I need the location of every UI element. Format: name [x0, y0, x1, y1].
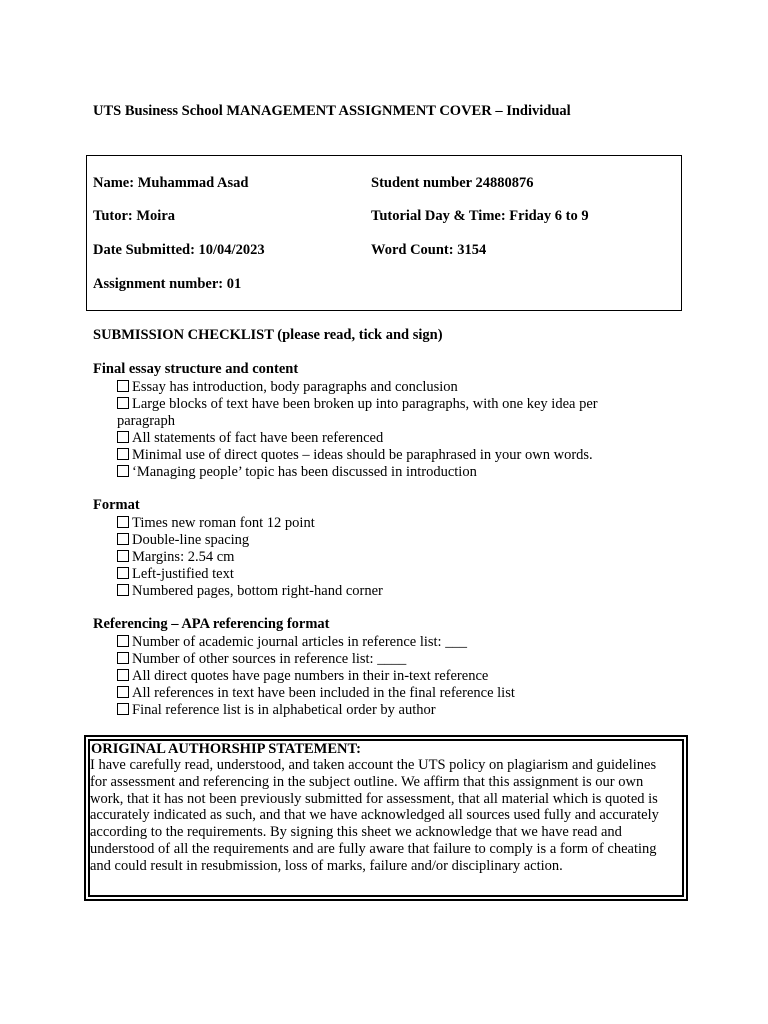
- checkbox[interactable]: [117, 567, 129, 579]
- checkbox[interactable]: [117, 652, 129, 664]
- checklist-item: [117, 532, 657, 549]
- checklist-item-label: Number of academic journal articles in reference list: ___: [132, 634, 467, 650]
- checklist-item: [117, 668, 657, 685]
- checkbox[interactable]: [117, 669, 129, 681]
- document-title: UTS Business School MANAGEMENT ASSIGNMENT COVER – Individual: [93, 103, 571, 119]
- checklist-item-label: ‘Managing people’ topic has been discussed in introduction: [132, 464, 477, 480]
- checkbox[interactable]: [117, 703, 129, 715]
- checklist-item-label: Minimal use of direct quotes – ideas should be paraphrased in your own words.: [132, 447, 593, 463]
- checklist-item: [117, 447, 657, 464]
- assignment-number: Assignment number: 01: [93, 276, 242, 292]
- section-title-format: Format: [93, 497, 140, 513]
- checklist-item: [117, 702, 657, 719]
- checkbox[interactable]: [117, 516, 129, 528]
- tutorial-day-time: Tutorial Day & Time: Friday 6 to 9: [371, 208, 589, 224]
- checkbox[interactable]: [117, 550, 129, 562]
- checklist-item: [117, 430, 657, 447]
- checklist-item: [117, 634, 657, 651]
- checklist-item: [117, 396, 657, 430]
- student-info-box: [86, 155, 682, 311]
- checkbox[interactable]: [117, 448, 129, 460]
- checklist-item-label: Numbered pages, bottom right-hand corner: [132, 583, 383, 599]
- checkbox[interactable]: [117, 584, 129, 596]
- section-title-essay: Final essay structure and content: [93, 361, 299, 377]
- checklist-item: [117, 685, 657, 702]
- checklist-item-label: All statements of fact have been referenced: [132, 430, 384, 446]
- checklist-item-label: Double-line spacing: [132, 532, 250, 548]
- checklist-item: [117, 464, 657, 481]
- authorship-statement-box: [84, 735, 688, 901]
- checkbox[interactable]: [117, 380, 129, 392]
- checklist-item: [117, 651, 657, 668]
- checkbox[interactable]: [117, 397, 129, 409]
- checkbox[interactable]: [117, 465, 129, 477]
- checklist-item: [117, 549, 657, 566]
- checklist-item-label: Left-justified text: [132, 566, 234, 582]
- checklist-item: [117, 379, 657, 396]
- checklist-item: [117, 566, 657, 583]
- checkbox[interactable]: [117, 686, 129, 698]
- tutor: Tutor: Moira: [93, 208, 176, 224]
- checkbox[interactable]: [117, 635, 129, 647]
- checklist-item-label: Number of other sources in reference list: ____: [132, 651, 407, 667]
- checklist-heading: SUBMISSION CHECKLIST (please read, tick and sign): [93, 327, 443, 343]
- checklist-item-label: Final reference list is in alphabetical order by author: [132, 702, 436, 718]
- checkbox[interactable]: [117, 431, 129, 443]
- checklist-item-label: Large blocks of text have been broken up into paragraphs, with one key idea per paragraph: [117, 396, 598, 429]
- date-submitted: Date Submitted: 10/04/2023: [93, 242, 265, 258]
- student-number: Student number 24880876: [371, 175, 534, 191]
- checklist-item-label: Times new roman font 12 point: [132, 515, 315, 531]
- word-count: Word Count: 3154: [371, 242, 487, 258]
- checklist-item-label: All direct quotes have page numbers in their in-text reference: [132, 668, 489, 684]
- checklist-item: [117, 515, 657, 532]
- section-title-referencing: Referencing – APA referencing format: [93, 616, 330, 632]
- checklist-item-label: Essay has introduction, body paragraphs and conclusion: [132, 379, 458, 395]
- student-name: Name: Muhammad Asad: [93, 175, 249, 191]
- checkbox[interactable]: [117, 533, 129, 545]
- authorship-statement-title: ORIGINAL AUTHORSHIP STATEMENT:: [91, 741, 361, 757]
- checklist-item: [117, 583, 657, 600]
- checklist-item-label: All references in text have been included in the final reference list: [132, 685, 515, 701]
- checklist-item-label: Margins: 2.54 cm: [132, 549, 235, 565]
- authorship-statement-body: I have carefully read, understood, and taken account the UTS policy on plagiarism and guidelines for assessment and referencing in the subject outline. We affirm that this assignment is our own work, that it has not been previously submitted for assessment, that all material which is quoted is accurately indicated as such, and that we have acknowledged all sources used fully and accurately according to the requirements. By signing this sheet we acknowledge that we have read and understood of all the requirements and are fully aware that failure to comply is a form of cheating and could result in resubmission, loss of marks, failure and/or disciplinary action.: [90, 757, 659, 874]
